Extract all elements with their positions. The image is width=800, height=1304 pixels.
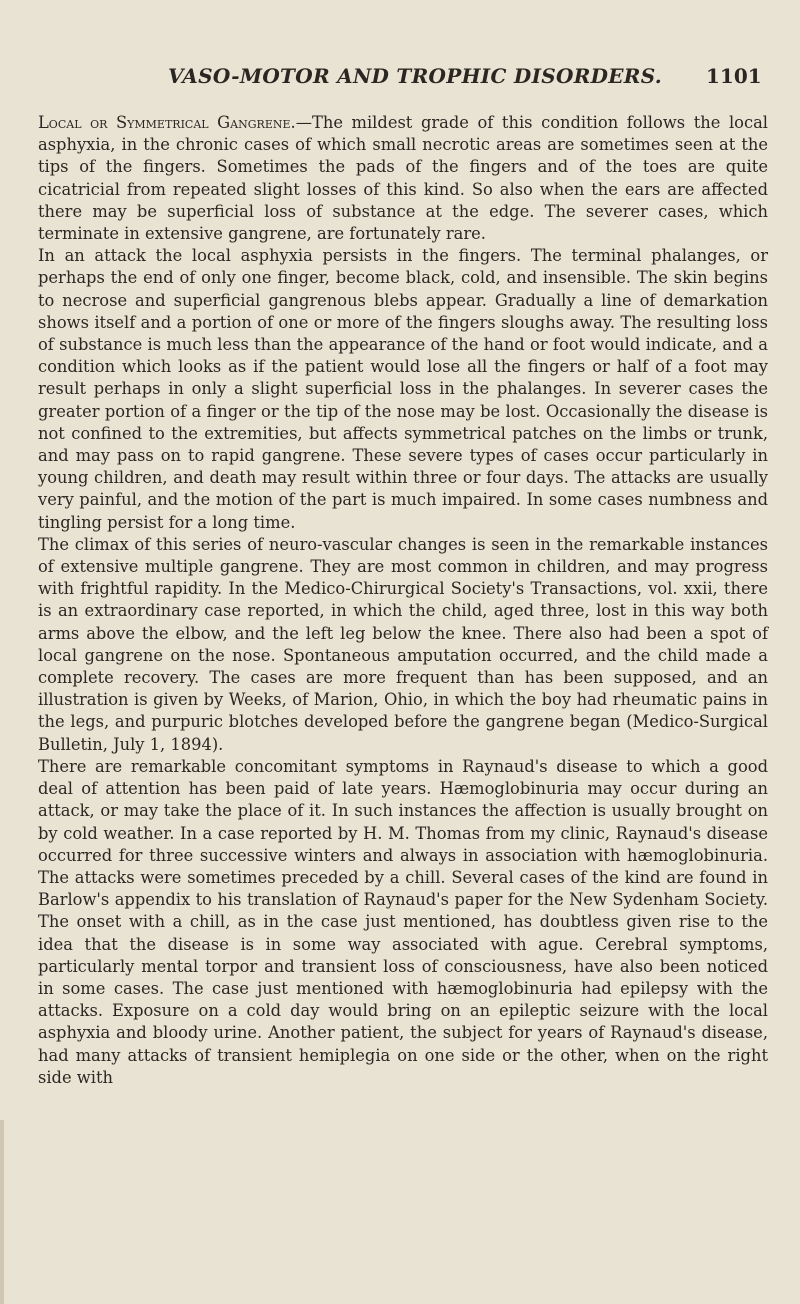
section-heading: Local or Symmetrical Gangrene. (38, 113, 296, 132)
paragraph-4: There are remarkable concomitant symptoms in Raynaud's disease to which a good deal of attention has been paid of late years. Hæmoglobinuria may occur during an attack, or may take the place of it. In such instances the affection is usually brought on by cold weather. In a case reported by H. M. Thomas from my clinic, Raynaud's disease occurred for three successive winters and always in association with hæmoglobinuria. The attacks were sometimes preceded by a chill. Several cases of the kind are found in Barlow's appendix to his translation of Raynaud's paper for the New Sydenham Society. The onset with a chill, as in the case just mentioned, has doubtless given rise to the idea that the disease is in some way associated with ague. Cerebral symptoms, particularly mental torpor and transient loss of consciousness, have also been noticed in some cases. The case just mentioned with hæmoglobinuria had epilepsy with the attacks. Exposure on a cold day would bring on an epileptic seizure with the local asphyxia and bloody urine. Another patient, the subject for years of Raynaud's disease, had many attacks of transient hemiplegia on one side or the other, when on the right side with (38, 756, 768, 1087)
page-number: 1101 (706, 64, 762, 88)
page-header (0, 64, 800, 92)
running-title: VASO-MOTOR AND TROPHIC DISORDERS. (168, 64, 663, 88)
paragraph-3: The climax of this series of neuro-vascular changes is seen in the remarkable instances of extensive multiple gangrene. They are most common in children, and may progress with frightful rapidity. In the Medico-Chirurgical Society's Transactions, vol. xxii, there is an extraordinary case reported, in which the child, aged three, lost in this way both arms above the elbow, and the left leg below the knee. There also had been a spot of local gangrene on the nose. Spontaneous amputation occurred, and the child made a complete recovery. The cases are more frequent than has been supposed, and an illustration is given by Weeks, of Marion, Ohio, in which the boy had rheumatic pains in the legs, and purpuric blotches developed before the gangrene began (Medico-Surgical Bulletin, July 1, 1894). (38, 534, 768, 754)
paragraph-1-text: —The mildest grade of this condition follows the local asphyxia, in the chronic cases of which small necrotic areas are sometimes seen at the tips of the fingers. Sometimes the pads of the fingers and of the toes are quite cicatricial from repeated slight losses of this kind. So also when the ears are affected there may be superficial loss of substance at the edge. The severer cases, which terminate in extensive gangrene, are fortunately rare. (38, 113, 768, 244)
paragraph-2: In an attack the local asphyxia persists in the fingers. The terminal phalanges, or perhaps the end of only one finger, become black, cold, and insensible. The skin begins to necrose and superficial gangrenous blebs appear. Gradually a line of demarkation shows itself and a portion of one or more of the fingers sloughs away. The resulting loss of substance is much less than the appearance of the hand or foot would indicate, and a condition which looks as if the patient would lose all the fingers or half of a foot may result perhaps in only a slight superficial loss in the phalanges. In severer cases the greater portion of a finger or the tip of the nose may be lost. Occasionally the disease is not confined to the extremities, but affects symmetrical patches on the limbs or trunk, and may pass on to rapid gangrene. These severe types of cases occur particularly in young children, and death may result within three or four days. The attacks are usually very painful, and the motion of the part is much impaired. In some cases numbness and tingling persist for a long time. (38, 246, 768, 532)
paragraph-1 (38, 112, 768, 245)
body-text (38, 112, 768, 1089)
page-edge-shadow (0, 1120, 4, 1304)
